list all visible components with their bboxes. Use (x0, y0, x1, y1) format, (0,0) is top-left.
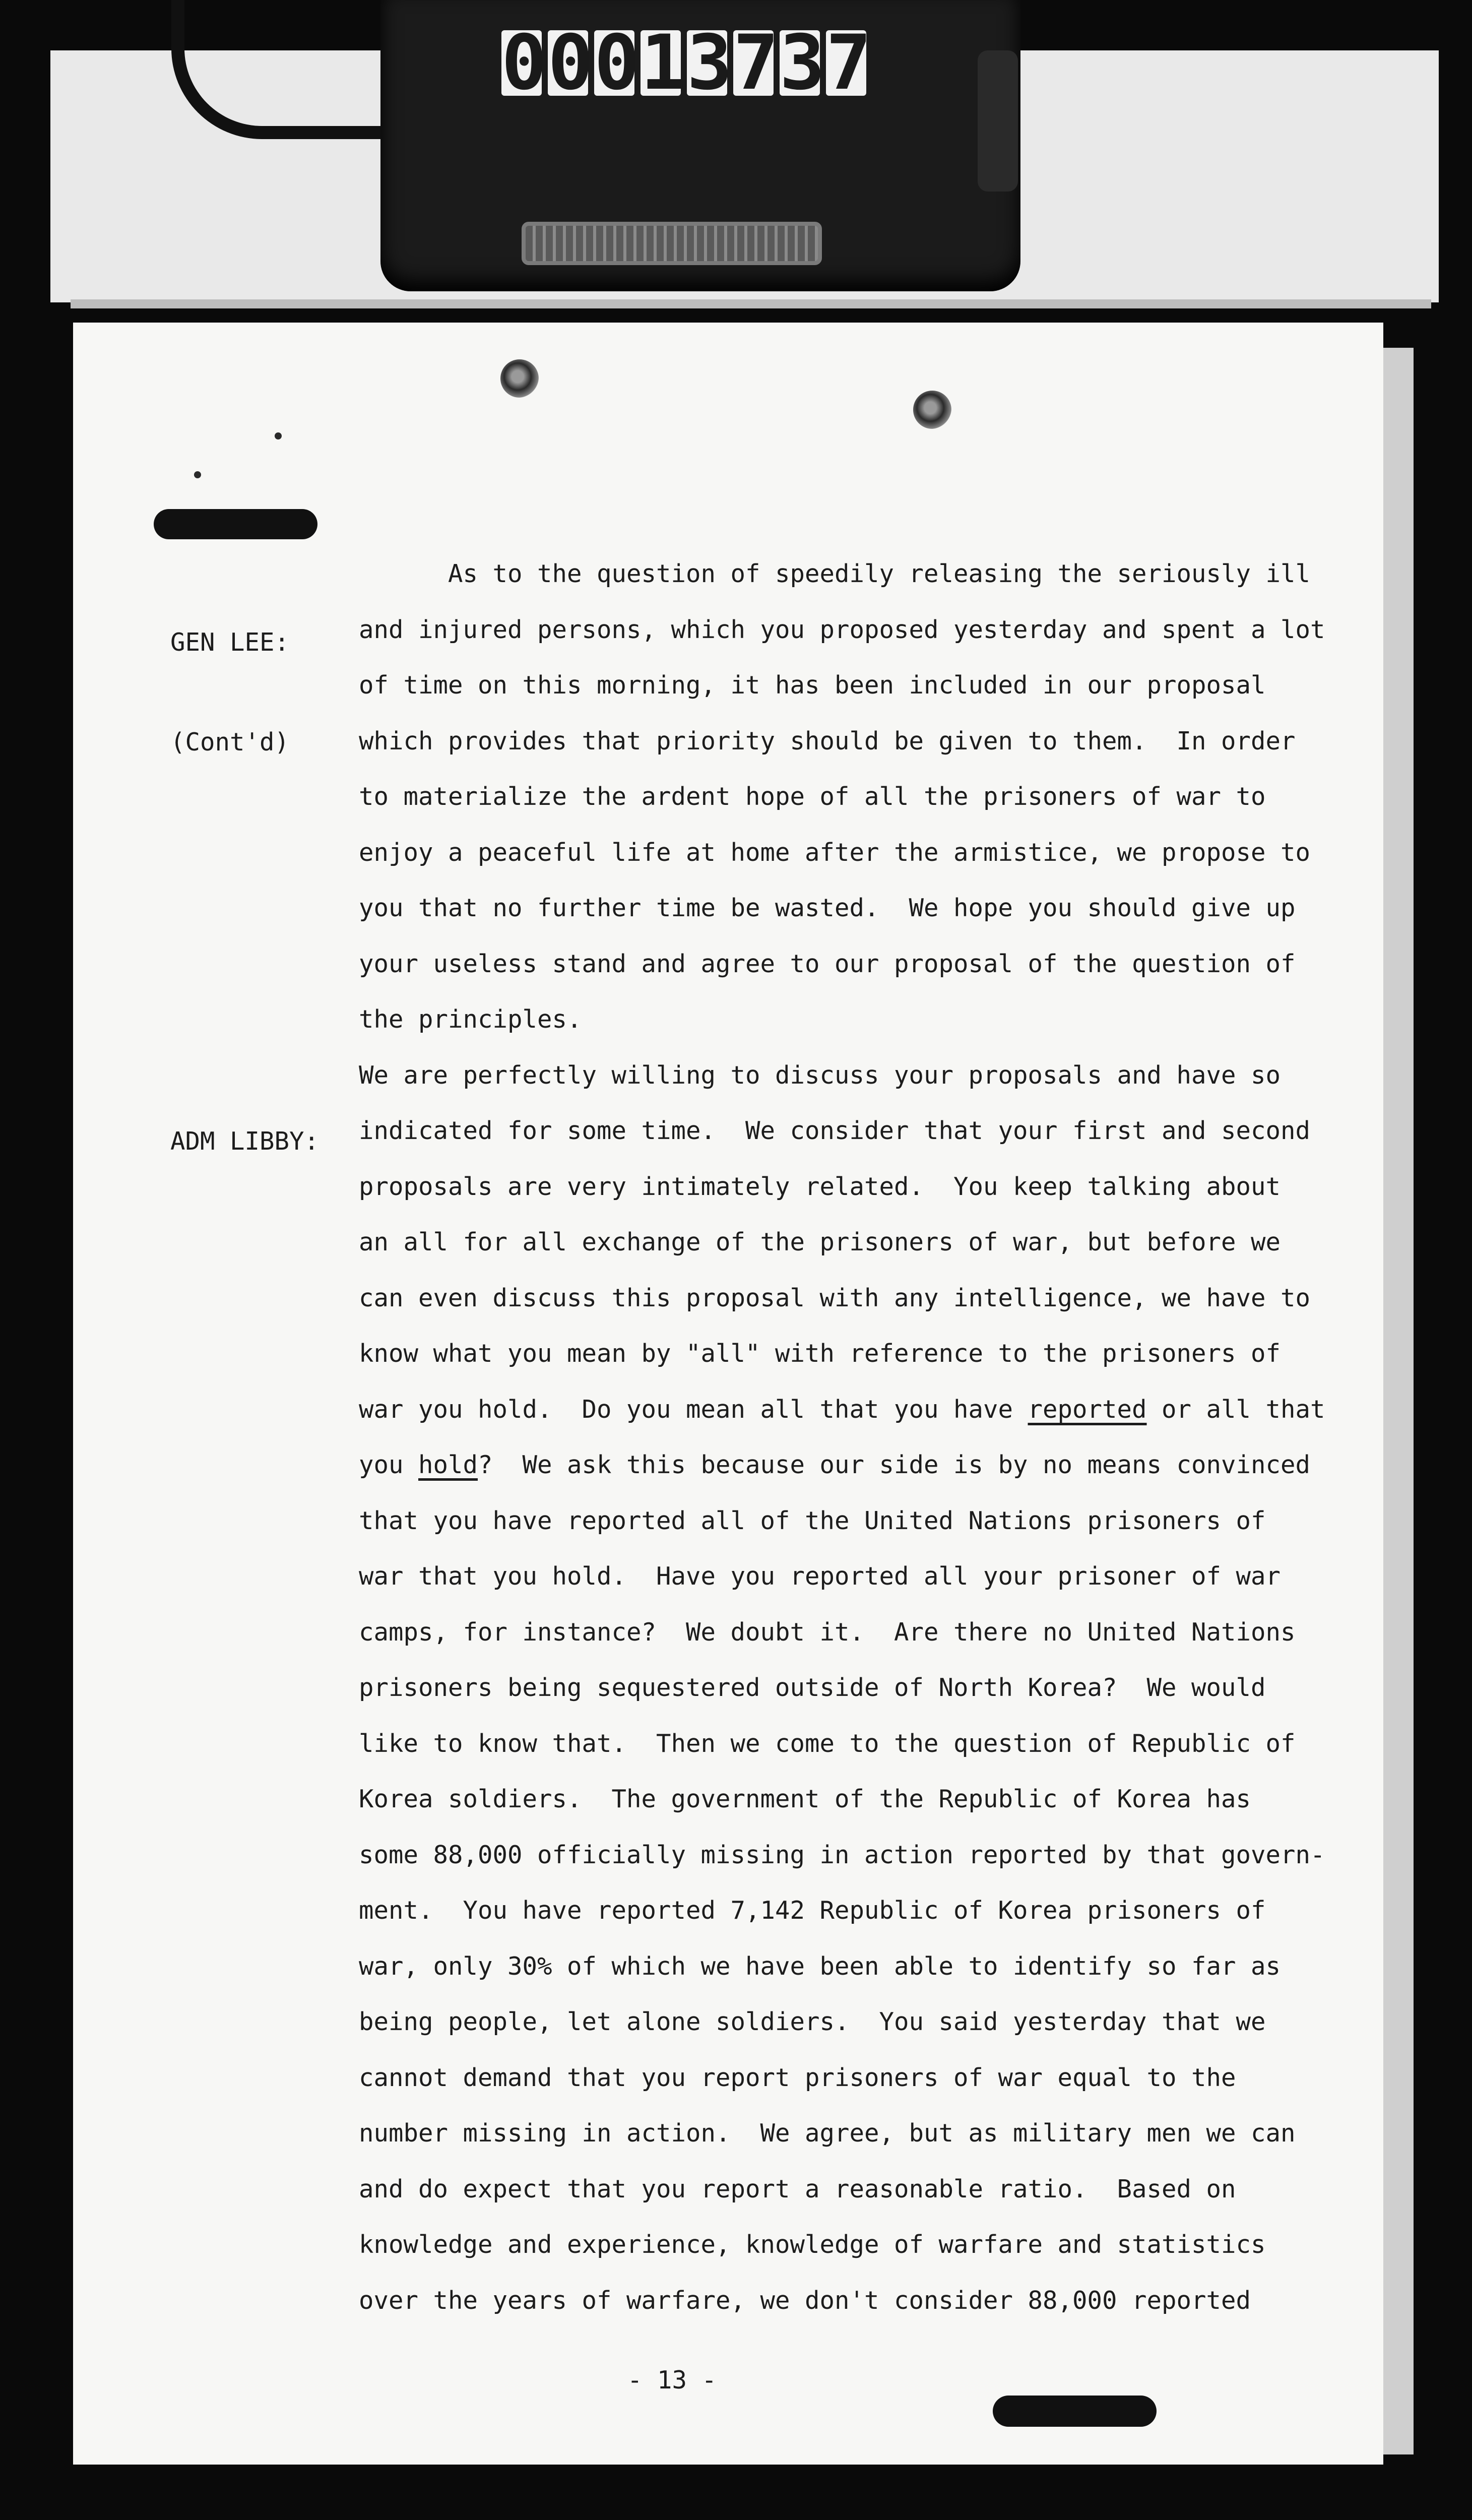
speaker-gen-lee (170, 559, 289, 826)
counter-digit: 3 (780, 19, 825, 107)
speaker-continued: (Cont'd) (170, 728, 290, 757)
counter-nameplate (522, 222, 822, 265)
page-number: - 13 - (627, 2366, 717, 2395)
counter-digit: 7 (826, 19, 872, 107)
frame-counter-digits (501, 19, 872, 107)
speaker-name: ADM LIBBY: (170, 1127, 319, 1156)
transcript-line: As to the question of speedily releasing the seriously ill (359, 559, 1311, 588)
transcript-line: an all for all exchange of the prisoners of war, but before we (359, 1228, 1281, 1256)
redaction-mark (154, 509, 317, 539)
transcript-line: knowledge and experience, knowledge of warfare and statistics (359, 2230, 1266, 2259)
transcript-line: which provides that priority should be given to them. In order (359, 727, 1296, 755)
punch-hole (913, 391, 951, 429)
counter-cable (171, 0, 416, 139)
transcript-line: you that no further time be wasted. We hope you should give up (359, 894, 1296, 922)
transcript-line: war you hold. Do you mean all that you have reported or all that (359, 1395, 1325, 1424)
transcript-line: prisoners being sequestered outside of North Korea? We would (359, 1673, 1266, 1702)
transcript-line: over the years of warfare, we don't consider 88,000 reported (359, 2286, 1251, 2315)
redaction-mark (993, 2396, 1157, 2427)
counter-digit: 7 (733, 19, 779, 107)
transcript-line: of time on this morning, it has been included in our proposal (359, 671, 1266, 700)
counter-digit: 0 (501, 19, 547, 107)
transcript-line: enjoy a peaceful life at home after the armistice, we propose to (359, 838, 1311, 867)
speaker-adm-libby (170, 1058, 319, 1225)
counter-digit: 0 (594, 19, 640, 107)
transcript-line: ment. You have reported 7,142 Republic of Korea prisoners of (359, 1896, 1266, 1925)
transcript-line: Korea soldiers. The government of the Republic of Korea has (359, 1785, 1251, 1813)
counter-knob (978, 50, 1018, 192)
transcript-line: indicated for some time. We consider that your first and second (359, 1116, 1311, 1145)
transcript-line: camps, for instance? We doubt it. Are there no United Nations (359, 1618, 1296, 1647)
transcript-line: some 88,000 officially missing in action reported by that govern- (359, 1841, 1325, 1869)
transcript-line: being people, let alone soldiers. You said yesterday that we (359, 2007, 1266, 2036)
speck (275, 432, 282, 439)
transcript-line: you hold? We ask this because our side is by no means convinced (359, 1451, 1311, 1479)
underlined-word: reported (1028, 1395, 1147, 1424)
backing-board-edge (71, 299, 1431, 308)
transcript-line: the principles. (359, 1005, 582, 1034)
transcript-line: can even discuss this proposal with any intelligence, we have to (359, 1284, 1311, 1312)
transcript-line: like to know that. Then we come to the question of Republic of (359, 1729, 1296, 1758)
transcript-line: war that you hold. Have you reported all your prisoner of war (359, 1562, 1281, 1591)
transcript-line: cannot demand that you report prisoners of war equal to the (359, 2063, 1236, 2092)
transcript-line: proposals are very intimately related. You keep talking about (359, 1172, 1281, 1201)
transcript-line: know what you mean by "all" with reference to the prisoners of (359, 1339, 1281, 1368)
transcript-line: We are perfectly willing to discuss your proposals and have so (359, 1061, 1281, 1090)
transcript-line: war, only 30% of which we have been able to identify so far as (359, 1952, 1281, 1981)
transcript-line: to materialize the ardent hope of all the prisoners of war to (359, 782, 1266, 811)
counter-digit: 3 (687, 19, 733, 107)
speaker-name: GEN LEE: (170, 628, 290, 657)
transcript-line: number missing in action. We agree, but as military men we can (359, 2119, 1296, 2148)
counter-digit: 1 (641, 19, 686, 107)
speck (194, 471, 201, 478)
transcript-line: your useless stand and agree to our proposal of the question of (359, 950, 1296, 978)
punch-hole (500, 359, 539, 398)
paper-shadow (1383, 348, 1414, 2454)
underlined-word: hold (418, 1451, 478, 1479)
counter-digit: 0 (548, 19, 594, 107)
transcript-line: and injured persons, which you proposed yesterday and spent a lot (359, 615, 1325, 644)
transcript-line: and do expect that you report a reasonable ratio. Based on (359, 2175, 1236, 2203)
transcript-line: that you have reported all of the United Nations prisoners of (359, 1506, 1266, 1535)
